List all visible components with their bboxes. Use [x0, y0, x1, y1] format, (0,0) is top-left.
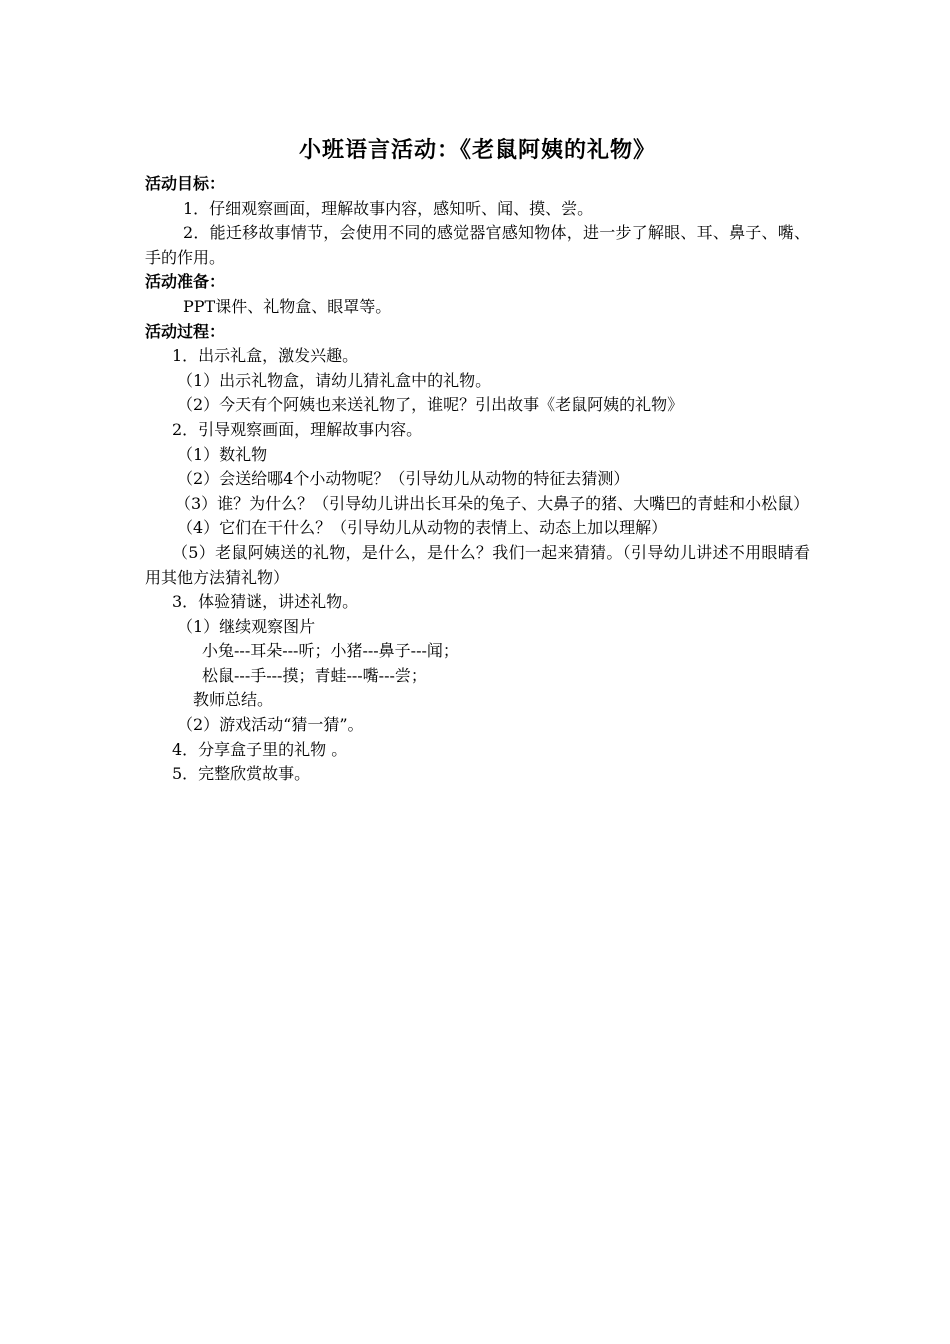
step-3-1-a: 小兔---耳朵---听；小猪---鼻子---闻； — [202, 641, 459, 661]
step-2-4: （4）它们在干什么？（引导幼儿从动物的表情上、动态上加以理解） — [177, 518, 668, 538]
prep-heading: 活动准备： — [145, 272, 226, 292]
step-1-1: （1）出示礼物盒，请幼儿猜礼盒中的礼物。 — [177, 370, 492, 390]
step-1: 1．出示礼盒，激发兴趣。 — [172, 346, 359, 366]
goal-item-2: 2．能迁移故事情节，会使用不同的感觉器官感知物体，进一步了解眼、耳、鼻子、嘴、手的作用。 — [145, 223, 810, 267]
step-3-1-b: 松鼠---手---摸；青蛙---嘴---尝； — [202, 665, 427, 685]
step-2: 2．引导观察画面，理解故事内容。 — [172, 419, 423, 439]
step-4: 4．分享盒子里的礼物 。 — [172, 739, 348, 759]
goals-heading: 活动目标： — [145, 174, 226, 193]
step-3-1: （1）继续观察图片 — [177, 616, 316, 636]
document-title: 小班语言活动：《老鼠阿姨的礼物》 — [298, 137, 656, 163]
step-3: 3．体验猜谜，讲述礼物。 — [172, 592, 359, 612]
step-2-5: （5）老鼠阿姨送的礼物，是什么，是什么？我们一起来猜猜。（引导幼儿讲述不用眼睛看用其他方法猜礼物） — [145, 542, 810, 587]
step-3-2: （2）游戏活动“猜一猜”。 — [177, 715, 364, 735]
document-page — [145, 130, 810, 787]
step-2-2: （2）会送给哪4个小动物呢？（引导幼儿从动物的特征去猜测） — [177, 469, 630, 489]
step-2-3: （3）谁？为什么？（引导幼儿讲出长耳朵的兔子、大鼻子的猪、大嘴巴的青蛙和小松鼠） — [175, 493, 810, 513]
step-1-2: （2）今天有个阿姨也来送礼物了，谁呢？引出故事《老鼠阿姨的礼物》 — [177, 395, 684, 415]
goal-item-1: 1．仔细观察画面，理解故事内容，感知听、闻、摸、尝。 — [183, 198, 594, 218]
process-heading: 活动过程： — [145, 321, 226, 341]
step-2-1: （1）数礼物 — [177, 444, 268, 464]
prep-text: PPT课件、礼物盒、眼罩等。 — [183, 296, 392, 316]
step-3-1-c: 教师总结。 — [193, 690, 274, 710]
step-5: 5．完整欣赏故事。 — [172, 764, 311, 784]
